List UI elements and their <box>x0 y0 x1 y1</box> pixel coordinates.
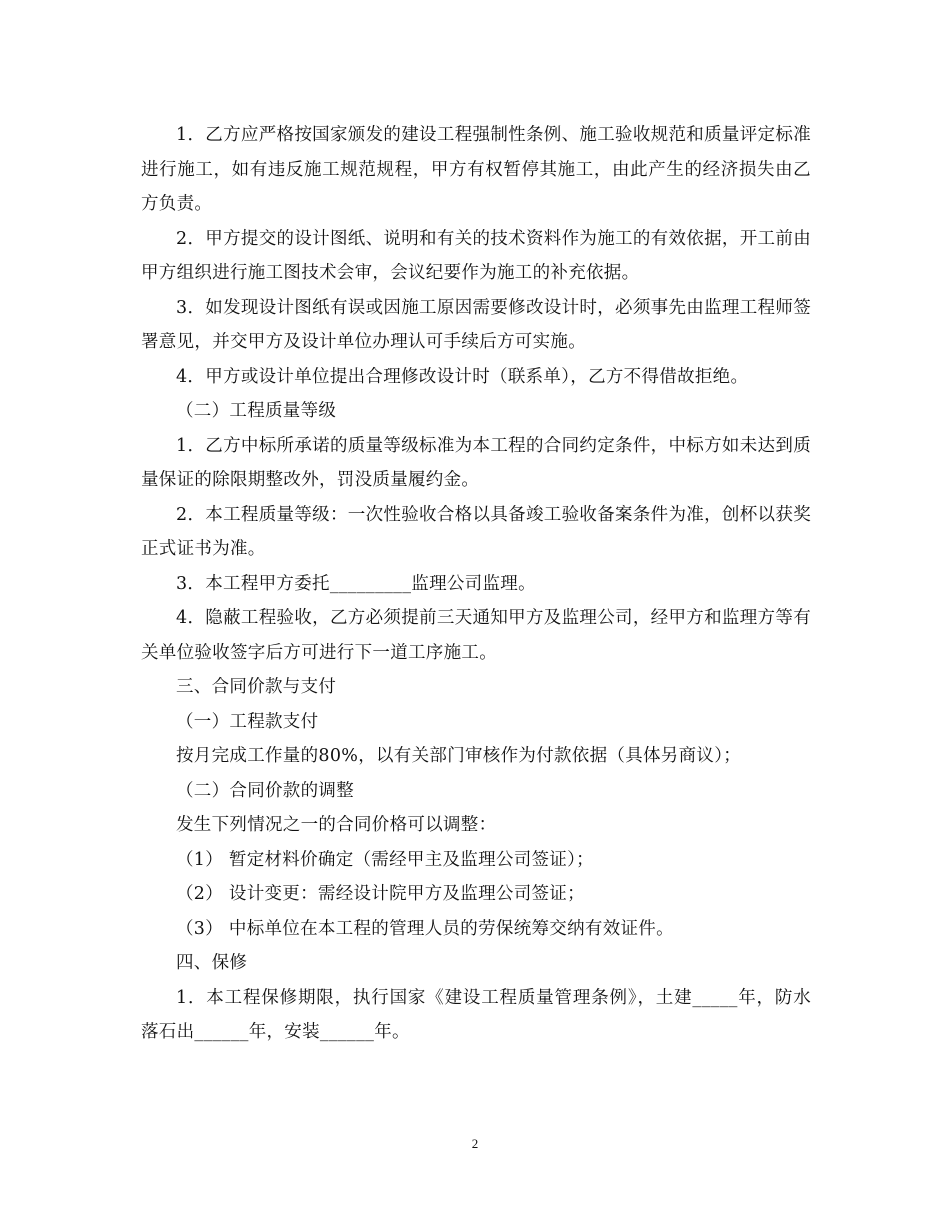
paragraph-6: 2．本工程质量等级：一次性验收合格以具备竣工验收备案条件为准，创杯以获奖正式证书为准。 <box>141 504 811 559</box>
list-item-3: （3） 中标单位在本工程的管理人员的劳保统筹交纳有效证件。 <box>176 918 674 939</box>
section-heading-contract-price: 三、合同价款与支付 <box>176 677 337 697</box>
section-heading-quality-grade: （二）工程质量等级 <box>176 401 337 421</box>
paragraph-7: 3．本工程甲方委托_________监理公司监理。 <box>176 573 536 594</box>
paragraph-2: 2．甲方提交的设计图纸、说明和有关的技术资料作为施工的有效依据，开工前由甲方组织进行施工图技术会审，会议纪要作为施工的补充依据。 <box>141 228 811 283</box>
subsection-heading-payment: （一）工程款支付 <box>176 711 319 732</box>
subsection-heading-price-adjustment: （二）合同价款的调整 <box>176 780 354 801</box>
document-body <box>141 118 811 1050</box>
paragraph-10: 发生下列情况之一的合同价格可以调整： <box>176 815 497 835</box>
page-number: 2 <box>471 1136 479 1151</box>
paragraph-8: 4．隐蔽工程验收，乙方必须提前三天通知甲方及监理公司，经甲方和监理方等有关单位验收签字后方可进行下一道工序施工。 <box>141 608 811 663</box>
paragraph-3: 3．如发现设计图纸有误或因施工原因需要修改设计时，必须事先由监理工程师签署意见，并交甲方及设计单位办理认可手续后方可实施。 <box>141 297 811 352</box>
paragraph-5: 1．乙方中标所承诺的质量等级标准为本工程的合同约定条件，中标方如未达到质量保证的除限期整改外，罚没质量履约金。 <box>141 435 811 490</box>
paragraph-4: 4．甲方或设计单位提出合理修改设计时（联系单），乙方不得借故拒绝。 <box>176 366 749 387</box>
list-item-1: （1） 暂定材料价确定（需经甲主及监理公司签证）； <box>176 849 594 870</box>
paragraph-1: 1．乙方应严格按国家颁发的建设工程强制性条例、施工验收规范和质量评定标准进行施工，如有违反施工规范规程，甲方有权暂停其施工，由此产生的经济损失由乙方负责。 <box>141 125 811 214</box>
section-heading-warranty: 四、保修 <box>176 953 248 973</box>
paragraph-9: 按月完成工作量的80%，以有关部门审核作为付款依据（具体另商议）； <box>176 746 742 766</box>
paragraph-11: 1．本工程保修期限，执行国家《建设工程质量管理条例》，土建_____年，防水落石出______年，安装______年。 <box>141 987 811 1042</box>
list-item-2: （2） 设计变更：需经设计院甲方及监理公司签证； <box>176 884 585 904</box>
